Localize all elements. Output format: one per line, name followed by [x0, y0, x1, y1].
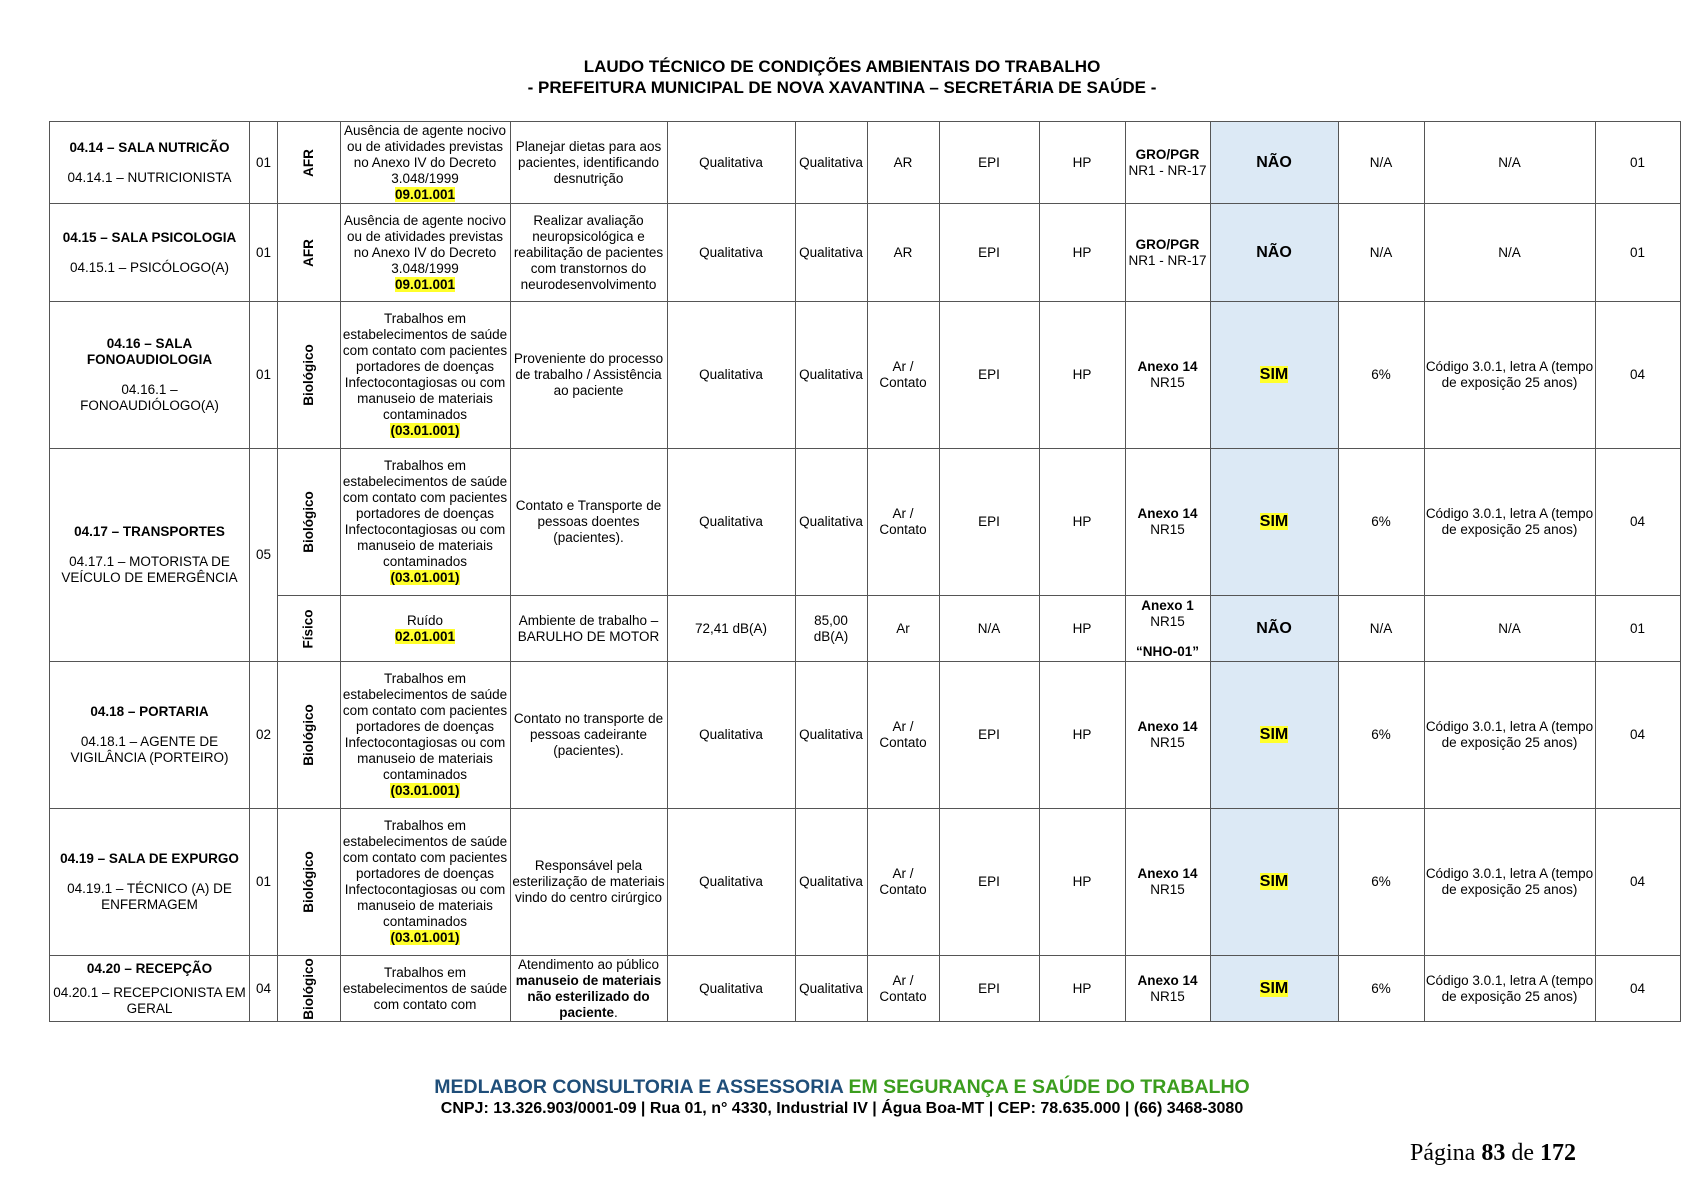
- norm-text: NR1 - NR-17: [1128, 162, 1207, 178]
- insalubre-value: SIM: [1259, 873, 1289, 890]
- agent-text: Ausência de agente nocivo ou de atividades previstas no Anexo IV do Decreto 3.048/1999: [343, 122, 507, 186]
- sector-name: 04.16 – SALA FONOAUDIOLOGIA: [86, 336, 213, 367]
- hp-cell: HP: [1039, 956, 1125, 1022]
- norm-cell: [1125, 662, 1210, 809]
- risk-type-cell: [278, 449, 341, 596]
- document-title: LAUDO TÉCNICO DE CONDIÇÕES AMBIENTAIS DO TRABALHO: [583, 57, 1101, 76]
- table-row: [50, 956, 1681, 1022]
- insalubre-cell: [1210, 809, 1338, 956]
- source-suffix: .: [614, 1004, 618, 1020]
- page-label: Página: [1410, 1140, 1476, 1166]
- basis-cell: Código 3.0.1, letra A (tempo de exposição 25 anos): [1424, 809, 1595, 956]
- agent-cell: [340, 204, 510, 302]
- table-row: [50, 449, 1681, 596]
- intensity-cell: 72,41 dB(A): [667, 596, 795, 662]
- source-cell: Ambiente de trabalho – BARULHO DE MOTOR: [510, 596, 667, 662]
- norm-cell: [1125, 122, 1210, 204]
- intensity-cell: Qualitativa: [667, 204, 795, 302]
- agent-cell: [340, 122, 510, 204]
- code-cell: 04: [1595, 662, 1680, 809]
- source-cell: Realizar avaliação neuropsicológica e reabilitação de pacientes com transtornos do neurodesenvolvimento: [510, 204, 667, 302]
- page-current: 83: [1481, 1140, 1506, 1166]
- qty-cell: 01: [250, 122, 278, 204]
- route-cell: AR: [867, 204, 939, 302]
- sector-cell: [50, 204, 250, 302]
- hp-cell: HP: [1039, 122, 1125, 204]
- qty-cell: 05: [250, 449, 278, 662]
- sector-role: 04.20.1 – RECEPCIONISTA EM GERAL: [53, 984, 246, 1016]
- insalubre-value: NÃO: [1256, 153, 1292, 171]
- norm-text: NR15: [1150, 882, 1185, 897]
- hp-cell: HP: [1039, 449, 1125, 596]
- limit-cell: Qualitativa: [795, 204, 867, 302]
- route-cell: Ar / Contato: [867, 809, 939, 956]
- agent-code: 09.01.001: [394, 186, 456, 202]
- table-row: [50, 662, 1681, 809]
- norm-cell: [1125, 596, 1210, 662]
- agent-text: Ruído: [406, 612, 444, 628]
- company-tagline: EM SEGURANÇA E SAÚDE DO TRABALHO: [848, 1076, 1250, 1098]
- source-cell: Contato no transporte de pessoas cadeirante (pacientes).: [510, 662, 667, 809]
- epi-cell: EPI: [939, 809, 1039, 956]
- basis-cell: Código 3.0.1, letra A (tempo de exposição 25 anos): [1424, 449, 1595, 596]
- route-cell: Ar / Contato: [867, 956, 939, 1022]
- agent-cell: [340, 596, 510, 662]
- sector-role: 04.18.1 – AGENTE DE VIGILÂNCIA (PORTEIRO): [70, 734, 229, 765]
- sector-role: 04.14.1 – NUTRICIONISTA: [67, 169, 232, 185]
- code-cell: 01: [1595, 596, 1680, 662]
- insalubre-value: NÃO: [1256, 243, 1292, 261]
- source-prefix: Atendimento ao público: [517, 956, 660, 972]
- route-cell: Ar / Contato: [867, 449, 939, 596]
- basis-cell: Código 3.0.1, letra A (tempo de exposição 25 anos): [1424, 956, 1595, 1022]
- epi-cell: EPI: [939, 122, 1039, 204]
- code-cell: 04: [1595, 809, 1680, 956]
- insalubre-value: NÃO: [1256, 619, 1292, 637]
- risk-type-label: Físico: [300, 608, 316, 649]
- code-cell: 04: [1595, 956, 1680, 1022]
- percent-cell: 6%: [1338, 449, 1424, 596]
- percent-cell: N/A: [1338, 122, 1424, 204]
- epi-cell: EPI: [939, 956, 1039, 1022]
- company-address: CNPJ: 13.326.903/0001-09 | Rua 01, n° 4330, Industrial IV | Água Boa-MT | CEP: 78.635.000 | (66) 3468-3080: [440, 1100, 1244, 1117]
- norm-bold: Anexo 14: [1137, 506, 1198, 521]
- norm-text: NR1 - NR-17: [1128, 252, 1207, 268]
- limit-cell: Qualitativa: [795, 122, 867, 204]
- risk-table: [49, 121, 1681, 1022]
- hp-cell: HP: [1039, 596, 1125, 662]
- insalubre-cell: [1210, 449, 1338, 596]
- source-bold: manuseio de materiais não esterilizado do paciente: [515, 972, 662, 1020]
- limit-cell: Qualitativa: [795, 449, 867, 596]
- agent-text: Trabalhos em estabelecimentos de saúde com contato com pacientes portadores de doenças Infectocontagiosas ou com manuseio de materiais contaminados: [342, 458, 508, 569]
- percent-cell: 6%: [1338, 809, 1424, 956]
- sector-name: 04.17 – TRANSPORTES: [74, 524, 225, 539]
- agent-cell: [340, 302, 510, 449]
- epi-cell: N/A: [939, 596, 1039, 662]
- norm-text: NR15: [1150, 522, 1185, 537]
- table-row: [50, 809, 1681, 956]
- insalubre-value: SIM: [1259, 726, 1289, 743]
- risk-type-label: Biológico: [300, 344, 316, 406]
- risk-type-cell: [278, 302, 341, 449]
- norm-text: NR15: [1150, 375, 1185, 390]
- qty-cell: 01: [250, 809, 278, 956]
- norm-extra: “NHO-01”: [1135, 643, 1199, 659]
- sector-cell: [50, 122, 250, 204]
- agent-code: (03.01.001): [390, 783, 460, 798]
- epi-cell: EPI: [939, 662, 1039, 809]
- table-row: [50, 204, 1681, 302]
- risk-type-label: Biológico: [300, 491, 316, 553]
- sector-name: 04.19 – SALA DE EXPURGO: [60, 851, 239, 866]
- agent-text: Ausência de agente nocivo ou de atividades previstas no Anexo IV do Decreto 3.048/1999: [343, 212, 507, 276]
- qty-cell: 02: [250, 662, 278, 809]
- agent-code: (03.01.001): [390, 930, 460, 945]
- qty-cell: 01: [250, 204, 278, 302]
- norm-bold: Anexo 14: [1137, 719, 1198, 734]
- intensity-cell: Qualitativa: [667, 662, 795, 809]
- code-cell: 01: [1595, 122, 1680, 204]
- sector-cell: [50, 809, 250, 956]
- percent-cell: N/A: [1338, 204, 1424, 302]
- norm-text: NR15: [1150, 988, 1185, 1004]
- source-cell: [510, 956, 667, 1022]
- agent-text: Trabalhos em estabelecimentos de saúde com contato com pacientes portadores de doenças Infectocontagiosas ou com manuseio de materiais contaminados: [342, 311, 508, 422]
- intensity-cell: Qualitativa: [667, 449, 795, 596]
- agent-code: 09.01.001: [394, 276, 456, 292]
- basis-cell: N/A: [1424, 122, 1595, 204]
- risk-type-label: Biológico: [300, 704, 316, 766]
- risk-type-label: AFR: [300, 148, 316, 177]
- norm-bold: GRO/PGR: [1135, 146, 1200, 162]
- risk-type-label: Biológico: [300, 957, 316, 1020]
- table-row: [50, 122, 1681, 204]
- agent-cell: [340, 956, 510, 1022]
- agent-text: Trabalhos em estabelecimentos de saúde com contato com pacientes portadores de doenças Infectocontagiosas ou com manuseio de materiais contaminados: [342, 671, 508, 782]
- sector-role: 04.17.1 – MOTORISTA DE VEÍCULO DE EMERGÊNCIA: [61, 554, 238, 585]
- company-footer: [0, 1076, 1684, 1099]
- sector-name: 04.18 – PORTARIA: [90, 704, 209, 719]
- page-total: 172: [1539, 1140, 1576, 1166]
- basis-cell: N/A: [1424, 204, 1595, 302]
- norm-text: NR15: [1150, 735, 1185, 750]
- sector-name: 04.14 – SALA NUTRICÃO: [69, 139, 230, 155]
- basis-cell: Código 3.0.1, letra A (tempo de exposição 25 anos): [1424, 662, 1595, 809]
- route-cell: Ar / Contato: [867, 662, 939, 809]
- hp-cell: HP: [1039, 204, 1125, 302]
- norm-cell: [1125, 809, 1210, 956]
- sector-cell: [50, 449, 250, 662]
- percent-cell: 6%: [1338, 302, 1424, 449]
- route-cell: Ar / Contato: [867, 302, 939, 449]
- source-cell: Planejar dietas para aos pacientes, identificando desnutrição: [510, 122, 667, 204]
- insalubre-cell: [1210, 956, 1338, 1022]
- insalubre-value: SIM: [1259, 513, 1289, 530]
- sector-name: 04.15 – SALA PSICOLOGIA: [62, 229, 237, 245]
- norm-cell: [1125, 204, 1210, 302]
- hp-cell: HP: [1039, 302, 1125, 449]
- limit-cell: Qualitativa: [795, 302, 867, 449]
- risk-type-cell: [278, 662, 341, 809]
- agent-text: Trabalhos em estabelecimentos de saúde com contato com pacientes portadores de doenças Infectocontagiosas ou com manuseio de materiais contaminados: [342, 818, 508, 929]
- risk-type-label: AFR: [300, 238, 316, 267]
- norm-bold: Anexo 1: [1141, 597, 1194, 613]
- epi-cell: EPI: [939, 204, 1039, 302]
- page-number: [1410, 1140, 1576, 1167]
- code-cell: 04: [1595, 302, 1680, 449]
- intensity-cell: Qualitativa: [667, 302, 795, 449]
- risk-type-cell: [278, 204, 341, 302]
- limit-cell: Qualitativa: [795, 956, 867, 1022]
- norm-bold: Anexo 14: [1137, 359, 1198, 374]
- source-cell: Responsável pela esterilização de materiais vindo do centro cirúrgico: [510, 809, 667, 956]
- norm-bold: Anexo 14: [1137, 972, 1198, 988]
- agent-text: Trabalhos em estabelecimentos de saúde com contato com: [342, 964, 508, 1012]
- sector-role: 04.19.1 – TÉCNICO (A) DE ENFERMAGEM: [67, 881, 232, 912]
- sector-cell: [50, 662, 250, 809]
- limit-cell: 85,00 dB(A): [795, 596, 867, 662]
- basis-cell: N/A: [1424, 596, 1595, 662]
- norm-bold: Anexo 14: [1137, 866, 1198, 881]
- document-header: [0, 56, 1684, 98]
- insalubre-cell: [1210, 302, 1338, 449]
- agent-cell: [340, 809, 510, 956]
- qty-cell: 04: [250, 956, 278, 1022]
- norm-cell: [1125, 956, 1210, 1022]
- code-cell: 01: [1595, 204, 1680, 302]
- sector-role: 04.15.1 – PSICÓLOGO(A): [69, 259, 230, 275]
- insalubre-cell: [1210, 204, 1338, 302]
- sector-cell: [50, 956, 250, 1022]
- insalubre-cell: [1210, 596, 1338, 662]
- source-cell: Contato e Transporte de pessoas doentes (pacientes).: [510, 449, 667, 596]
- risk-type-cell: [278, 956, 341, 1022]
- table-row: [50, 596, 1681, 662]
- risk-type-cell: [278, 122, 341, 204]
- code-cell: 04: [1595, 449, 1680, 596]
- risk-table-wrapper: [49, 121, 1681, 1022]
- insalubre-cell: [1210, 662, 1338, 809]
- sector-name: 04.20 – RECEPÇÃO: [86, 960, 213, 976]
- page-of: de: [1511, 1140, 1534, 1166]
- norm-cell: [1125, 302, 1210, 449]
- norm-text: NR15: [1150, 613, 1185, 629]
- hp-cell: HP: [1039, 809, 1125, 956]
- document-subtitle: - PREFEITURA MUNICIPAL DE NOVA XAVANTINA – SECRETÁRIA DE SAÚDE -: [527, 78, 1157, 97]
- basis-cell: Código 3.0.1, letra A (tempo de exposição 25 anos): [1424, 302, 1595, 449]
- agent-cell: [340, 662, 510, 809]
- agent-code: (03.01.001): [390, 423, 460, 438]
- agent-code: (03.01.001): [390, 570, 460, 585]
- agent-code: 02.01.001: [394, 628, 456, 644]
- table-row: [50, 302, 1681, 449]
- norm-cell: [1125, 449, 1210, 596]
- sector-cell: [50, 302, 250, 449]
- company-name: MEDLABOR CONSULTORIA E ASSESSORIA: [434, 1076, 844, 1098]
- risk-type-cell: [278, 809, 341, 956]
- route-cell: Ar: [867, 596, 939, 662]
- intensity-cell: Qualitativa: [667, 956, 795, 1022]
- insalubre-value: SIM: [1259, 366, 1289, 383]
- norm-bold: GRO/PGR: [1135, 236, 1200, 252]
- epi-cell: EPI: [939, 449, 1039, 596]
- epi-cell: EPI: [939, 302, 1039, 449]
- agent-cell: [340, 449, 510, 596]
- insalubre-cell: [1210, 122, 1338, 204]
- risk-type-cell: [278, 596, 341, 662]
- sector-role: 04.16.1 – FONOAUDIÓLOGO(A): [80, 382, 219, 413]
- intensity-cell: Qualitativa: [667, 122, 795, 204]
- limit-cell: Qualitativa: [795, 809, 867, 956]
- limit-cell: Qualitativa: [795, 662, 867, 809]
- source-cell: Proveniente do processo de trabalho / Assistência ao paciente: [510, 302, 667, 449]
- route-cell: AR: [867, 122, 939, 204]
- insalubre-value: SIM: [1259, 979, 1289, 997]
- risk-type-label: Biológico: [300, 851, 316, 913]
- percent-cell: N/A: [1338, 596, 1424, 662]
- hp-cell: HP: [1039, 662, 1125, 809]
- intensity-cell: Qualitativa: [667, 809, 795, 956]
- percent-cell: 6%: [1338, 956, 1424, 1022]
- percent-cell: 6%: [1338, 662, 1424, 809]
- qty-cell: 01: [250, 302, 278, 449]
